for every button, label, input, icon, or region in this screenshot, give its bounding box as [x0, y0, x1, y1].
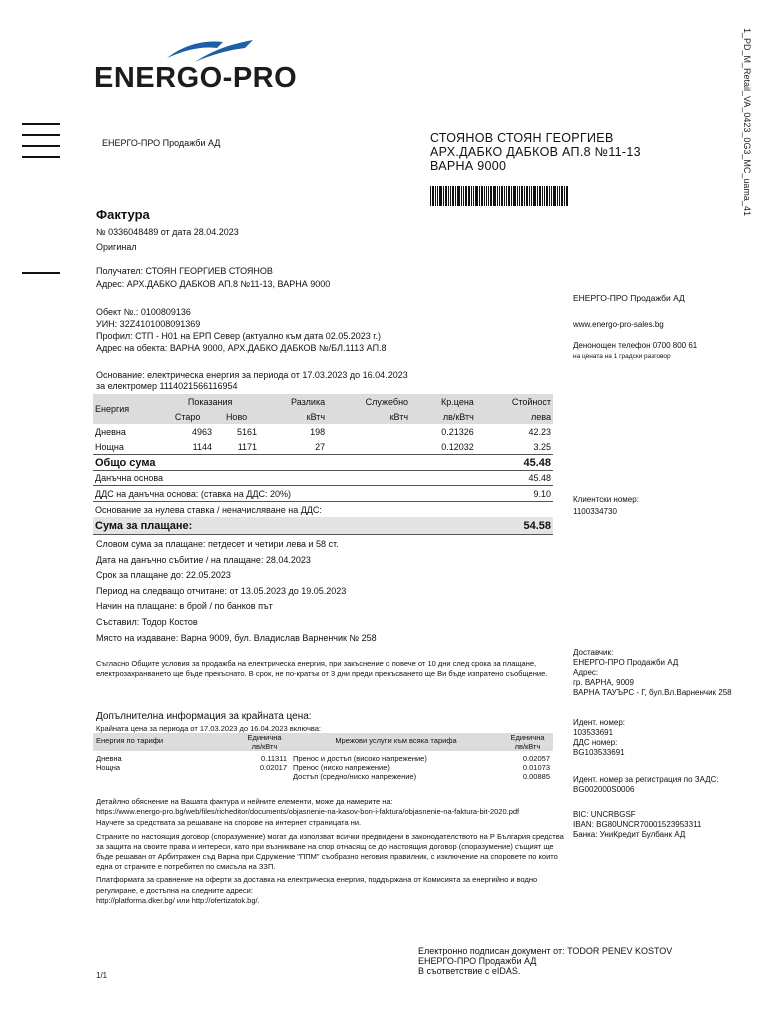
- row-service: [327, 424, 410, 439]
- row-new: 5161: [237, 426, 258, 437]
- id-number: 103533691: [573, 728, 614, 737]
- col-new: Ново: [225, 411, 248, 422]
- recipient-name: СТОЯНОВ СТОЯН ГЕОРГИЕВ: [430, 131, 614, 145]
- vat-number-label: ДДС номер:: [573, 738, 618, 747]
- excise-number: BG002000S0006: [573, 785, 635, 794]
- table-header-row: [93, 409, 553, 424]
- amount-due-label: Сума за плащане:: [95, 519, 193, 532]
- barcode-bar: [461, 186, 462, 206]
- place-of-issue: Място на издаване: Варна 9009, бул. Владислав Варненчик № 258: [96, 632, 377, 643]
- tax-event-date: Дата на данъчно събитие / на плащане: 28.04.2023: [96, 554, 311, 565]
- client-number-label: Клиентски номер:: [573, 495, 639, 504]
- barcode-bar: [546, 186, 548, 206]
- id-label: Идент. номер:: [573, 718, 625, 727]
- barcode-bar: [517, 186, 518, 206]
- row-name: Дневна: [95, 426, 126, 437]
- site-block: [96, 306, 387, 354]
- barcode-bar: [473, 186, 474, 206]
- address-city: гр. ВАРНА, 9009: [573, 678, 634, 687]
- barcode-bar: [526, 186, 528, 206]
- tariff-name: [93, 772, 239, 781]
- barcode-bar: [493, 186, 496, 206]
- table-row: [93, 751, 553, 763]
- vat-row: [93, 486, 553, 502]
- total-label: Общо сума: [95, 456, 156, 469]
- barcode-bar: [486, 186, 487, 206]
- row-old: 4963: [191, 426, 213, 437]
- legal-notes: [96, 797, 566, 906]
- col-unit-price: Единична лв/кВтч: [247, 733, 282, 751]
- table-row: [93, 772, 553, 781]
- row-value: 42.23: [528, 426, 551, 437]
- basis-line: Основание: електрическа енергия за периода от 17.03.2023 до 16.04.2023: [96, 370, 408, 380]
- disputes-note: Научете за средствата за решаване на спорове на интернет страницата ни.: [96, 818, 362, 828]
- network-service: Пренос и достъп (високо напрежение): [293, 754, 427, 763]
- supplier-label: Доставчик:: [573, 648, 614, 657]
- company-logo: ENERGO-PRO: [94, 62, 298, 94]
- client-number: 1100334730: [573, 507, 617, 516]
- barcode-bar: [508, 186, 510, 206]
- barcode-bar: [488, 186, 489, 206]
- barcode-bar: [471, 186, 472, 206]
- barcode-bar: [443, 186, 444, 206]
- barcode-bar: [542, 186, 543, 206]
- barcode-bar: [521, 186, 523, 206]
- total-value: 45.48: [523, 456, 551, 469]
- barcode-bar: [468, 186, 470, 206]
- barcode-bar: [561, 186, 563, 206]
- barcode-bar: [465, 186, 467, 206]
- bank-block: [573, 810, 701, 840]
- bank-name: Банка: УниКредит Булбанк АД: [573, 830, 686, 839]
- barcode-bar: [450, 186, 451, 206]
- recipient-street: АРХ.ДАБКО ДАБКОВ АП.8 №11-13: [430, 145, 641, 159]
- tax-base-label: Данъчна основа: [95, 472, 164, 483]
- fold-mark: [22, 134, 60, 136]
- issued-by: Съставил: Тодор Костов: [96, 616, 198, 627]
- barcode-bar: [549, 186, 550, 206]
- tariff-price: 0.11311: [261, 754, 287, 763]
- barcode-bar: [566, 186, 568, 206]
- table-row: [93, 763, 553, 772]
- row-old: 1144: [192, 441, 213, 452]
- table-header-row: [93, 733, 553, 751]
- hotline-note: на цената на 1 градски разговор: [573, 353, 671, 360]
- barcode-bar: [557, 186, 558, 206]
- fold-mark: [22, 156, 60, 158]
- col-service-unit: кВтч: [389, 411, 409, 422]
- supplier-name: ЕНЕРГО-ПРО Продажби АД: [573, 658, 679, 667]
- barcode-bar: [432, 186, 434, 206]
- excise-label: Идент. номер за регистрация по ЗАДС:: [573, 775, 719, 784]
- table-header-row: [93, 394, 553, 409]
- network-price: 0.00885: [522, 772, 550, 781]
- barcode-bar: [537, 186, 538, 206]
- col-diff-unit: кВтч: [306, 411, 326, 422]
- col-energy: Енергия: [95, 404, 130, 414]
- col-value-unit: лева: [531, 411, 551, 422]
- price-breakdown-table: [93, 733, 553, 781]
- barcode-bar: [463, 186, 464, 206]
- comparison-platform-links[interactable]: http://platforma.dker.bg/ или http://ofertizatok.bg/.: [96, 895, 260, 905]
- barcode-bar: [481, 186, 483, 206]
- recipient-block: [430, 131, 641, 173]
- barcode-bar: [513, 186, 516, 206]
- row-diff: 27: [315, 441, 326, 452]
- col-readings: Показания: [187, 396, 233, 407]
- barcode-bar: [437, 186, 438, 206]
- barcode-bar: [553, 186, 556, 206]
- col-old: Старо: [174, 411, 201, 422]
- uin: УИН: 32Z4101008091369: [96, 319, 201, 329]
- barcode-bar: [519, 186, 520, 206]
- barcode-bar: [490, 186, 492, 206]
- address-line: Адрес: АРХ.ДАБКО ДАБКОВ АП.8 №11-13, ВАРНА 9000: [96, 279, 331, 289]
- network-price: 0.01073: [522, 763, 550, 772]
- profile: Профил: СТП - Н01 на ЕРП Север (актуално към дата 02.05.2023 г.): [96, 331, 381, 341]
- row-value: 3.25: [533, 441, 551, 452]
- explanation-link[interactable]: https://www.energo-pro.bg/web/files/richeditor/documents/objasnenie-na-kasov-bon-i-faktura/objasnenie-na-faktura-bit-2020.pdf: [96, 807, 520, 817]
- recipient-line: Получател: СТОЯН ГЕОРГИЕВ СТОЯНОВ: [96, 266, 273, 276]
- barcode-bar: [475, 186, 478, 206]
- bic: BIC: UNCRBGSF: [573, 810, 636, 819]
- invoice-title: Фактура: [96, 207, 150, 222]
- fold-mark: [22, 123, 60, 125]
- object-number: Обект №.: 0100809136: [96, 307, 191, 317]
- barcode-bar: [439, 186, 442, 206]
- barcode-bar: [430, 186, 431, 206]
- hotline-phone: Денонощен телефон 0700 800 61: [573, 341, 698, 350]
- recipient-city: ВАРНА 9000: [430, 159, 507, 173]
- amount-due-row: [93, 517, 553, 535]
- barcode-bar: [497, 186, 498, 206]
- vat-value: 9.10: [533, 488, 551, 499]
- payment-method: Начин на плащане: в брой / по банков път: [96, 601, 273, 612]
- barcode-bar: [479, 186, 480, 206]
- col-unit-price-network: Единична лв/кВтч: [510, 733, 545, 751]
- total-row: [93, 454, 553, 471]
- website-link[interactable]: www.energo-pro-sales.bg: [573, 320, 664, 329]
- supplier-block: [573, 648, 732, 698]
- page-number: 1/1: [96, 971, 108, 980]
- signature-company: ЕНЕРГО-ПРО Продажби АД: [418, 956, 537, 966]
- network-service: Достъп (средно/ниско напрежение): [293, 772, 417, 781]
- e-signature: [418, 946, 672, 976]
- fold-mark: [22, 145, 60, 147]
- table-row: [93, 439, 553, 454]
- invoice-copy: Оригинал: [96, 242, 137, 252]
- barcode-bar: [511, 186, 512, 206]
- barcode-bar: [506, 186, 507, 206]
- network-price: 0.02057: [522, 754, 550, 763]
- excise-block: [573, 775, 719, 795]
- fold-mark: [22, 272, 60, 274]
- barcode-bar: [448, 186, 449, 206]
- sender-name: ЕНЕРГО-ПРО Продажби АД: [102, 138, 221, 148]
- explanation-note: Детайлно обяснение на Вашата фактура и нейните елементи, може да намерите на:: [96, 797, 393, 806]
- invoice-meta: [96, 225, 239, 255]
- comparison-platform-note: Платформата за сравнение на оферти за доставка на електрическа енергия, поддържана от Комисията за енергийно и водно регулиране, е достъпна на следните адреси:: [96, 875, 538, 895]
- amount-in-words: Словом сума за плащане: петдесет и четири лева и 58 ст.: [96, 539, 339, 549]
- network-service: Пренос (ниско напрежение): [293, 763, 390, 772]
- payment-deadline: Срок за плащане до: 22.05.2023: [96, 570, 231, 581]
- address-street: ВАРНА ТАУЪРС - Г, бул.Вл.Варненчик 258: [573, 688, 732, 697]
- row-service: [327, 439, 410, 454]
- barcode-bar: [551, 186, 552, 206]
- address-label: Адрес:: [573, 668, 599, 677]
- zero-rate-row: [93, 502, 553, 518]
- arbitration-note: Страните по настоящия договор (споразумение) могат да използват всички предвидени в законодателството на Р България средства за защита на своите права и интереси, като при възникване на спор отнасящ се до настоящия договор (споразумение) същият ще бъде решаван от Арбитражен съд Варна при Сдружение "ППМ" съобразно неговия правилник, с изключение на споровете по които една от страните е потребител по смисъла на ЗЗП.: [96, 831, 564, 872]
- barcode-bar: [484, 186, 485, 206]
- additional-info-title: Допълнителна информация за крайната цена:: [96, 711, 312, 722]
- meter-line: за електромер 1114021566116954: [96, 381, 238, 391]
- tax-base-row: [93, 470, 553, 486]
- barcode-bar: [559, 186, 560, 206]
- tariff-price: [239, 772, 290, 781]
- logo-swoosh-icon: [165, 36, 255, 64]
- barcode-bar: [524, 186, 525, 206]
- iban: IBAN: BG80UNCR70001523953311: [573, 820, 702, 829]
- row-new: 1171: [237, 441, 258, 452]
- barcode-bar: [445, 186, 447, 206]
- energy-table: [93, 394, 553, 454]
- right-company: ЕНЕРГО-ПРО Продажби АД: [573, 293, 685, 303]
- col-price: Кр.цена: [441, 396, 474, 407]
- zero-rate-label: Основание за нулева ставка / неначисляване на ДДС:: [95, 504, 322, 515]
- barcode-bar: [457, 186, 460, 206]
- signature-line: Електронно подписан документ от: TODOR PENEV KOSTOV: [418, 946, 673, 956]
- id-block: [573, 718, 625, 758]
- basis-block: [96, 370, 408, 392]
- vat-label: ДДС на данъчна основа: (ставка на ДДС: 20%): [95, 488, 291, 499]
- barcode-bar: [544, 186, 545, 206]
- row-diff: 198: [310, 426, 326, 437]
- barcode-bar: [435, 186, 436, 206]
- barcode-bar: [533, 186, 536, 206]
- additional-info-subtitle: Крайната цена за периода от 17.03.2023 до 16.04.2023 включва:: [96, 724, 322, 733]
- barcode-bar: [529, 186, 530, 206]
- row-name: Нощна: [95, 441, 124, 452]
- tariff-name: Нощна: [96, 763, 121, 772]
- document-code: 1_PD_M_Retail_VA_0423_0G3_MC_uama_41: [742, 28, 752, 216]
- row-price: 0.12032: [441, 441, 474, 452]
- col-service: Служебно: [365, 396, 409, 407]
- tax-base-value: 45.48: [528, 472, 551, 483]
- customer-block: [96, 265, 330, 291]
- postal-barcode: [430, 186, 634, 206]
- table-row: [93, 424, 553, 439]
- barcode-bar: [452, 186, 454, 206]
- next-reading-period: Период на следващо отчитане: от 13.05.2023 до 19.05.2023: [96, 585, 347, 596]
- barcode-bar: [531, 186, 532, 206]
- barcode-bar: [539, 186, 541, 206]
- barcode-bar: [501, 186, 503, 206]
- payment-details: [96, 537, 377, 646]
- col-network: Мрежови услуги към всяка тарифа: [335, 736, 457, 745]
- tariff-name: Дневна: [96, 754, 122, 763]
- barcode-bar: [455, 186, 456, 206]
- amount-due-value: 54.58: [523, 519, 551, 532]
- site-address: Адрес на обекта: ВАРНА 9000, АРХ.ДАБКО ДАБКОВ №/БЛ.1113 АП.8: [96, 343, 387, 353]
- col-price-unit: лв/кВтч: [442, 411, 474, 422]
- signature-eidas: В съответствие с eIDAS.: [418, 966, 521, 976]
- tariff-price: 0.02017: [259, 763, 287, 772]
- barcode-bar: [499, 186, 500, 206]
- col-tariff: Енергия по тарифи: [96, 736, 164, 745]
- barcode-bar: [504, 186, 505, 206]
- barcode-bar: [564, 186, 565, 206]
- row-price: 0.21326: [441, 426, 474, 437]
- vat-number: BG103533691: [573, 748, 625, 757]
- invoice-number: № 0336048489 от дата 28.04.2023: [96, 227, 239, 237]
- col-value: Стойност: [511, 396, 551, 407]
- disconnection-notice: Съгласно Общите условия за продажба на електрическа енергия, при закъснение с повече от 10 дни след срока за плащане, електрозахранването ще бъде прекъснато. В срок, не по-кратък от 3 дни преди прекъсването ще Ви бъде изпратено съобщение.: [96, 659, 548, 679]
- col-diff: Разлика: [291, 396, 326, 407]
